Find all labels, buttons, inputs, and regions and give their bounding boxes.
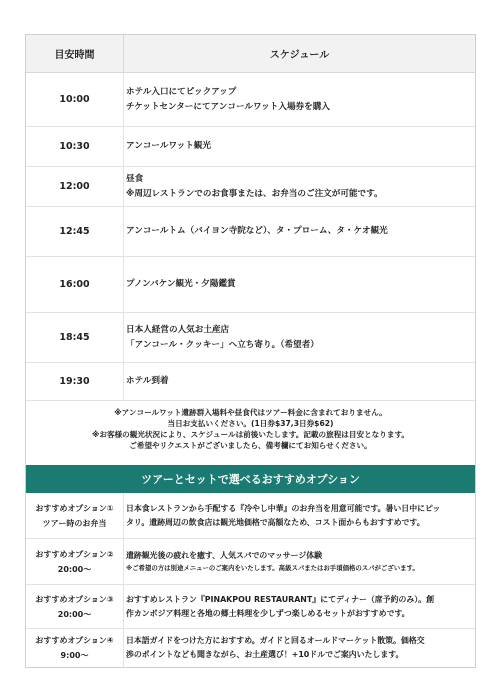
header-schedule: スケジュール: [269, 50, 330, 61]
option-detail: [126, 539, 471, 584]
option-name: おすすめオプション①: [35, 503, 114, 513]
schedule-time: 12:45: [26, 207, 124, 256]
schedule-line: ホテル到着: [126, 376, 169, 386]
schedule-time: 10:30: [26, 127, 124, 166]
schedule-row: [26, 257, 475, 313]
option-line: 遺跡観光後の疲れを癒す、人気スパでのマッサージ体験: [126, 551, 323, 560]
schedule-line: チケットセンターにてアンコールワット入場券を購入: [126, 101, 330, 112]
option-sub: 9:00〜: [60, 651, 89, 660]
option-line: 作カンボジア料理と各地の郷土料理を少しずつ楽しめるセットがおすすめです。: [126, 608, 410, 618]
option-line: おすすめレストラン『PINAKPOU RESTAURANT』にてディナー（席予約のみ）。創: [126, 594, 434, 604]
option-label: [26, 539, 124, 584]
option-label: [26, 585, 124, 628]
schedule-row: [26, 167, 475, 207]
schedule-detail: [126, 313, 469, 362]
option-name: おすすめオプション③: [35, 594, 114, 604]
table-header: [26, 35, 475, 73]
option-row: [26, 585, 475, 629]
schedule-detail: [126, 73, 469, 126]
schedule-detail: [126, 167, 469, 206]
note-line: ※お客様の観光状況により、スケジュールは前後いたします。記載の旅程は目安となります。: [91, 430, 410, 439]
option-row: [26, 493, 475, 539]
option-detail: [126, 629, 471, 667]
option-note: ※ご希望の方は別途メニューのご案内をいたします。高級スパまたはお手頃価格のスパがございます。: [126, 564, 419, 572]
schedule-time: 12:00: [26, 167, 124, 206]
schedule-line: アンコールワット観光: [126, 141, 211, 151]
option-name: おすすめオプション②: [35, 549, 114, 559]
option-line: 日本語ガイドをつけた方におすすめ。ガイドと回るオールドマーケット散策。価格交: [126, 636, 425, 645]
schedule-line: ホテル入口にてピックアップ: [126, 86, 237, 97]
schedule-time: 10:00: [26, 73, 124, 126]
header-time: 目安時間: [26, 35, 124, 72]
note-line: ※アンコールワット遺跡群入場料や昼食代はツアー料金に含まれておりません。: [114, 408, 387, 417]
schedule-detail: [126, 207, 469, 256]
schedule-line: アンコールトム（バイヨン寺院など）、タ・プローム、タ・ケオ観光: [126, 226, 388, 236]
option-label: [26, 493, 124, 538]
note-line: 当日お支払いください。(1日券$37,3日券$62): [167, 419, 334, 428]
schedule-row: [26, 363, 475, 401]
schedule-line: プノンバケン観光・夕陽鑑賞: [126, 279, 236, 289]
schedule-row: [26, 127, 475, 167]
schedule-row: [26, 207, 475, 257]
option-label: [26, 629, 124, 667]
option-line: タリ。遺跡周辺の飲食店は観光地価格で高額なため、コスト面からもおすすめです。: [126, 517, 425, 527]
option-row: [26, 629, 475, 667]
option-row: [26, 539, 475, 585]
option-sub: ツアー時のお弁当: [42, 518, 107, 528]
notes: [26, 403, 475, 461]
schedule-time: 18:45: [26, 313, 124, 362]
option-detail: [126, 585, 471, 628]
option-line: 渉のポイントなども聞きながら、お土産選び！+10ドルでご案内いたします。: [126, 650, 404, 659]
option-detail: [126, 493, 471, 538]
schedule-line: 日本人経営の人気お土産店: [126, 324, 230, 335]
schedule-detail: [126, 127, 469, 166]
schedule-time: 16:00: [26, 257, 124, 312]
option-sub: 20:00〜: [57, 564, 92, 574]
schedule-frame: [25, 34, 476, 668]
option-name: おすすめオプション④: [35, 636, 114, 645]
schedule-detail: [126, 363, 469, 400]
schedule-line: ※周辺レストランでのお食事または、お弁当のご注文が可能です。: [126, 188, 383, 199]
options-banner: ツアーとセットで選べるおすすめオプション: [26, 465, 475, 493]
schedule-line: 昼食: [126, 173, 144, 184]
schedule-detail: [126, 257, 469, 312]
schedule-row: [26, 73, 475, 127]
option-sub: 20:00〜: [57, 609, 92, 619]
note-line: ご希望やリクエストがございましたら、備考欄にてお知らせください。: [129, 441, 372, 450]
schedule-line: 「アンコール・クッキー」へ立ち寄り。（希望者）: [126, 339, 319, 350]
option-line: 日本食レストランから手配する『冷やし中華』のお弁当を用意可能です。暑い日中にピッ: [126, 503, 441, 513]
schedule-row: [26, 313, 475, 363]
schedule-time: 19:30: [26, 363, 124, 400]
